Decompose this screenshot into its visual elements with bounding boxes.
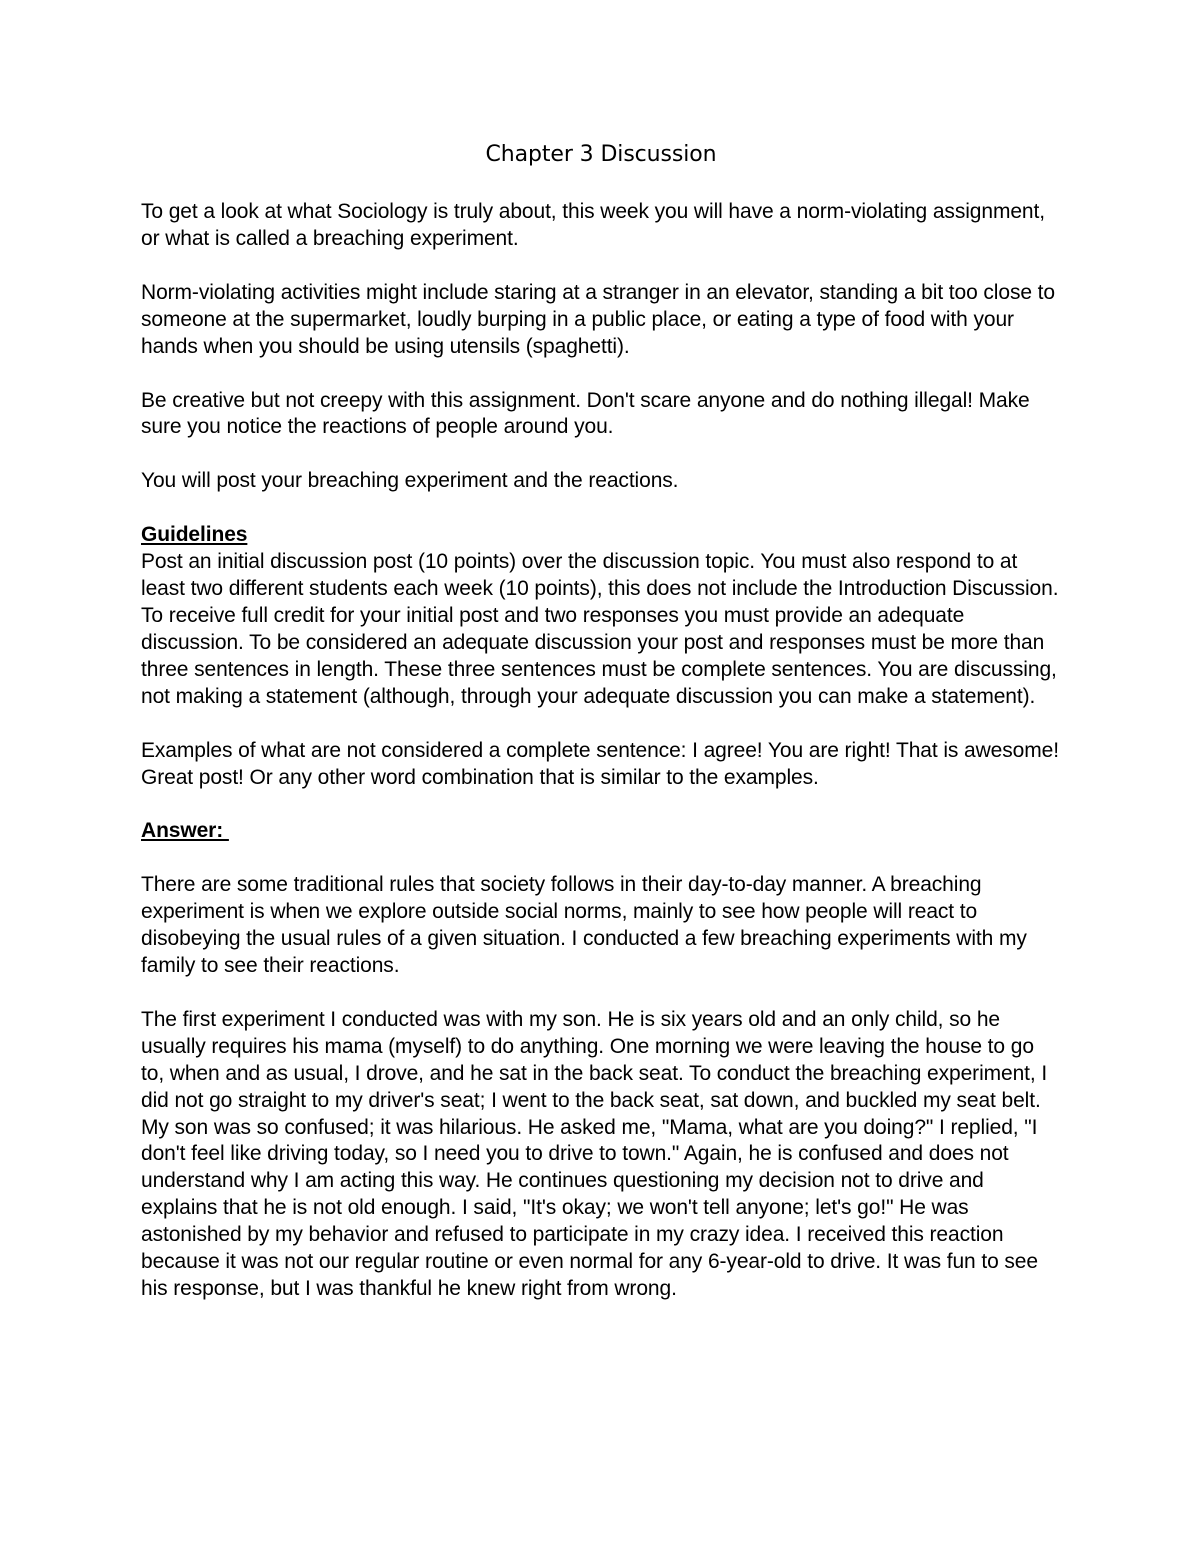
answer-paragraph-2: The first experiment I conducted was with my son. He is six years old and an only child, so he usually requires his mama (myself) to do anything. One morning we were leaving the house to go to, when and as usual, I drove, and he sat in the back seat. To conduct the breaching experiment, I did not go straight to my driver's seat; I went to the back seat, sat down, and buckled my seat belt. My son was so confused; it was hilarious. He asked me, "Mama, what are you doing?" I replied, "I don't feel like driving today, so I need you to drive to town." Again, he is confused and does not understand why I am acting this way. He continues questioning my decision not to drive and explains that he is not old enough. I said, "It's okay; we won't tell anyone; let's go!" He was astonished by my behavior and refused to participate in my crazy idea. I received this reaction because it was not our regular routine or even normal for any 6-year-old to drive. It was fun to see his response, but I was thankful he knew right from wrong. [141,1007,1048,1300]
incomplete-sentence-examples: Examples of what are not considered a complete sentence: I agree! You are right! That is awesome! Great post! Or any other word combination that is similar to the examples. [141,738,1059,789]
answer-heading-text: Answer: [141,819,229,843]
answer-heading [141,818,1061,845]
page-title: Chapter 3 Discussion [485,142,717,167]
norm-examples-paragraph: Norm-violating activities might include staring at a stranger in an elevator, standing a bit too close to someone at the supermarket, loudly burping in a public place, or eating a type of food with your hands when you should be using utensils (spaghetti). [141,280,1055,358]
guidelines-paragraph: Post an initial discussion post (10 points) over the discussion topic. You must also respond to at least two different students each week (10 points), this does not include the Introduction Discussion. To receive full credit for your initial post and two responses you must provide an adequate discussion. To be considered an adequate discussion your post and responses must be more than three sentences in length. These three sentences must be complete sentences. You are discussing, not making a statement (although, through your adequate discussion you can make a statement). [141,550,1059,708]
intro-paragraph: To get a look at what Sociology is truly about, this week you will have a norm-violating assignment, or what is called a breaching experiment. [141,200,1045,250]
post-instruction-paragraph: You will post your breaching experiment and the reactions. [141,469,679,493]
answer-paragraph-1: There are some traditional rules that society follows in their day-to-day manner. A breaching experiment is when we explore outside social norms, mainly to see how people will react to disobeying the usual rules of a given situation. I conducted a few breaching experiments with my family to see their reactions. [141,873,1027,978]
document-body [141,138,1061,1330]
caution-paragraph: Be creative but not creepy with this assignment. Don't scare anyone and do nothing illegal! Make sure you notice the reactions of people around you. [141,388,1030,439]
guidelines-heading: Guidelines [141,523,248,547]
